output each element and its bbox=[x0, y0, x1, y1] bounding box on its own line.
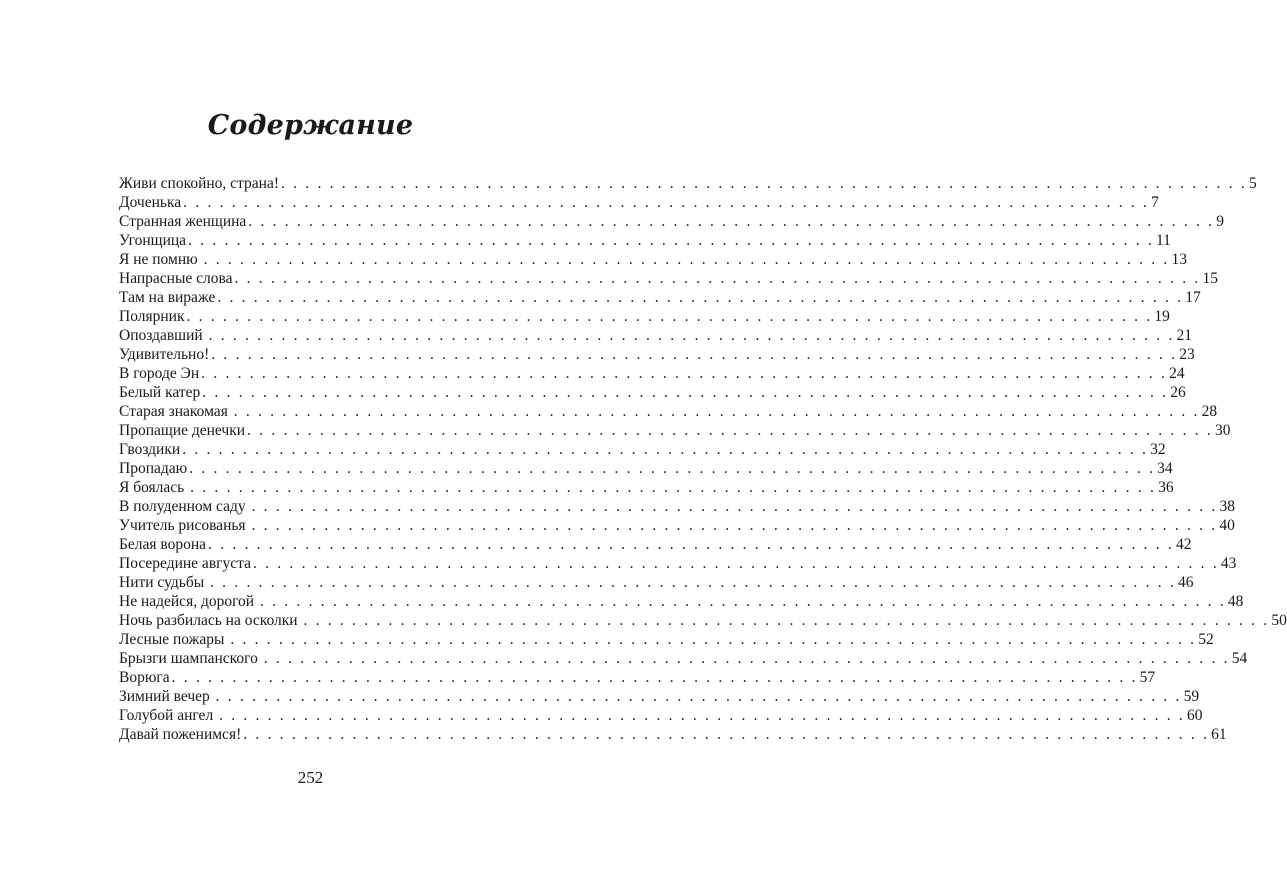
toc-entry-title: Ворюга bbox=[119, 669, 170, 686]
toc-entry bbox=[119, 459, 1173, 478]
dot-leader: . . . . . . . . . . . . . . . . . . . . . . . . . . . . . . . . . . . . . . . . . . . . . . . . . . . . . . . . . . . . . . . . . . . . . . . . . . . . . . . . bbox=[247, 422, 1213, 439]
toc-entry-page: 26 bbox=[1170, 384, 1186, 401]
toc-entry bbox=[119, 269, 1218, 288]
toc-entry-page: 9 bbox=[1216, 213, 1224, 230]
toc-entry-page: 24 bbox=[1169, 365, 1185, 382]
toc-entry-title: Доченька bbox=[119, 194, 182, 211]
toc-entry-title: Лесные пожары bbox=[119, 631, 229, 648]
toc-entry bbox=[119, 345, 1195, 364]
dot-leader: . . . . . . . . . . . . . . . . . . . . . . . . . . . . . . . . . . . . . . . . . . . . . . . . . . . . . . . . . . . . . . . . . . . . . . . . . . . . . . . . bbox=[259, 593, 1226, 610]
toc-entry-page: 5 bbox=[1248, 175, 1257, 192]
dot-leader: . . . . . . . . . . . . . . . . . . . . . . . . . . . . . . . . . . . . . . . . . . . . . . . . . . . . . . . . . . . . . . . . . . . . . . . . . . . . . . . . bbox=[182, 441, 1149, 458]
toc-entry-title: Удивительно! bbox=[119, 346, 210, 363]
dot-leader: . . . . . . . . . . . . . . . . . . . . . . . . . . . . . . . . . . . . . . . . . . . . . . . . . . . . . . . . . . . . . . . . . . . . . . . . . . . . . . . . bbox=[211, 346, 1178, 363]
dot-leader: . . . . . . . . . . . . . . . . . . . . . . . . . . . . . . . . . . . . . . . . . . . . . . . . . . . . . . . . . . . . . . . . . . . . . . . . . . . . . . . . bbox=[190, 479, 1157, 496]
toc-entry-page: 54 bbox=[1231, 650, 1248, 667]
toc-entry bbox=[119, 725, 1227, 744]
toc-entry-title: Не надейся, дорогой bbox=[119, 593, 258, 610]
toc-entry-title: Нити судьбы bbox=[119, 574, 209, 591]
page-number: 252 bbox=[297, 768, 324, 787]
toc-entry-title: Учитель рисованья bbox=[119, 517, 250, 534]
toc-entry-page: 38 bbox=[1219, 498, 1235, 515]
toc-entry-title: Живи спокойно, страна! bbox=[119, 175, 279, 192]
toc-entry-page: 28 bbox=[1201, 403, 1218, 420]
toc-entry-title: Напрасные слова bbox=[119, 270, 233, 287]
toc-entry-page: 23 bbox=[1179, 346, 1195, 363]
toc-entry-page: 32 bbox=[1150, 441, 1166, 458]
toc-entry-title: Там на вираже bbox=[119, 289, 216, 306]
toc-entry-page: 59 bbox=[1183, 688, 1200, 705]
dot-leader: . . . . . . . . . . . . . . . . . . . . . . . . . . . . . . . . . . . . . . . . . . . . . . . . . . . . . . . . . . . . . . . . . . . . . . . . . . . . . . . . bbox=[281, 175, 1247, 192]
dot-leader: . . . . . . . . . . . . . . . . . . . . . . . . . . . . . . . . . . . . . . . . . . . . . . . . . . . . . . . . . . . . . . . . . . . . . . . . . . . . . . . . bbox=[243, 726, 1210, 743]
dot-leader: . . . . . . . . . . . . . . . . . . . . . . . . . . . . . . . . . . . . . . . . . . . . . . . . . . . . . . . . . . . . . . . . . . . . . . . . . . . . . . . . bbox=[215, 688, 1182, 705]
toc-entry bbox=[119, 611, 1287, 630]
dot-leader: . . . . . . . . . . . . . . . . . . . . . . . . . . . . . . . . . . . . . . . . . . . . . . . . . . . . . . . . . . . . . . . . . . . . . . . . . . . . . . . . bbox=[203, 251, 1170, 268]
dot-leader: . . . . . . . . . . . . . . . . . . . . . . . . . . . . . . . . . . . . . . . . . . . . . . . . . . . . . . . . . . . . . . . . . . . . . . . . . . . . . . . . bbox=[210, 574, 1176, 591]
toc-entry-page: 40 bbox=[1219, 517, 1235, 534]
toc-entry bbox=[119, 535, 1192, 554]
toc-entry bbox=[119, 402, 1218, 421]
toc-entry bbox=[119, 573, 1194, 592]
toc-entry-title: Пропащие денечки bbox=[119, 422, 246, 439]
toc-entry bbox=[119, 706, 1203, 725]
toc-entry-page: 48 bbox=[1227, 593, 1244, 610]
toc-entry-page: 52 bbox=[1198, 631, 1214, 648]
toc-entry-page: 42 bbox=[1175, 536, 1192, 553]
toc-entry-page: 21 bbox=[1176, 327, 1193, 344]
toc-entry bbox=[119, 383, 1186, 402]
toc-entry bbox=[119, 649, 1248, 668]
toc-entry bbox=[119, 307, 1170, 326]
toc-entry-title: Гвоздики bbox=[119, 441, 181, 458]
page-title: Содержание bbox=[207, 110, 414, 141]
toc-entry-title: Угонщица bbox=[119, 232, 187, 249]
dot-leader: . . . . . . . . . . . . . . . . . . . . . . . . . . . . . . . . . . . . . . . . . . . . . . . . . . . . . . . . . . . . . . . . . . . . . . . . . . . . . . . . bbox=[171, 669, 1138, 686]
dot-leader: . . . . . . . . . . . . . . . . . . . . . . . . . . . . . . . . . . . . . . . . . . . . . . . . . . . . . . . . . . . . . . . . . . . . . . . . . . . . . . . . bbox=[230, 631, 1197, 648]
dot-leader: . . . . . . . . . . . . . . . . . . . . . . . . . . . . . . . . . . . . . . . . . . . . . . . . . . . . . . . . . . . . . . . . . . . . . . . . . . . . . . . . bbox=[251, 498, 1218, 515]
dot-leader: . . . . . . . . . . . . . . . . . . . . . . . . . . . . . . . . . . . . . . . . . . . . . . . . . . . . . . . . . . . . . . . . . . . . . . . . . . . . . . . . bbox=[208, 327, 1175, 344]
toc-entry bbox=[119, 364, 1185, 383]
toc-entry-page: 34 bbox=[1157, 460, 1173, 477]
toc-entry-page: 43 bbox=[1220, 555, 1237, 572]
toc-entry bbox=[119, 478, 1174, 497]
toc-entry bbox=[119, 592, 1244, 611]
toc-entry bbox=[119, 630, 1214, 649]
dot-leader: . . . . . . . . . . . . . . . . . . . . . . . . . . . . . . . . . . . . . . . . . . . . . . . . . . . . . . . . . . . . . . . . . . . . . . . . . . . . . . . . bbox=[251, 517, 1218, 534]
toc-entry-title: Посередине августа bbox=[119, 555, 251, 572]
dot-leader: . . . . . . . . . . . . . . . . . . . . . . . . . . . . . . . . . . . . . . . . . . . . . . . . . . . . . . . . . . . . . . . . . . . . . . . . . . . . . . . . bbox=[303, 612, 1270, 629]
toc-entry-title: Белый катер bbox=[119, 384, 201, 401]
toc-entry-page: 46 bbox=[1177, 574, 1194, 591]
toc-entry-page: 19 bbox=[1154, 308, 1170, 325]
dot-leader: . . . . . . . . . . . . . . . . . . . . . . . . . . . . . . . . . . . . . . . . . . . . . . . . . . . . . . . . . . . . . . . . . . . . . . . . . . . . . . . . bbox=[188, 232, 1154, 249]
dot-leader: . . . . . . . . . . . . . . . . . . . . . . . . . . . . . . . . . . . . . . . . . . . . . . . . . . . . . . . . . . . . . . . . . . . . . . . . . . . . . . . . bbox=[233, 403, 1200, 420]
toc-entry-title: Полярник bbox=[119, 308, 185, 325]
toc-entry-page: 30 bbox=[1214, 422, 1231, 439]
toc-entry-title: Я не помню bbox=[119, 251, 202, 268]
toc-entry-title: Зимний вечер bbox=[119, 688, 214, 705]
toc-entry-title: В городе Эн bbox=[119, 365, 200, 382]
toc-entry-page: 7 bbox=[1151, 194, 1159, 211]
dot-leader: . . . . . . . . . . . . . . . . . . . . . . . . . . . . . . . . . . . . . . . . . . . . . . . . . . . . . . . . . . . . . . . . . . . . . . . . . . . . . . . . bbox=[252, 555, 1219, 572]
toc-entry bbox=[119, 231, 1171, 250]
toc-entry-title: Я боялась bbox=[119, 479, 189, 496]
toc-entry bbox=[119, 421, 1231, 440]
toc-entry-title: Опоздавший bbox=[119, 327, 207, 344]
toc-entry-page: 13 bbox=[1171, 251, 1188, 268]
toc-entry-page: 36 bbox=[1158, 479, 1174, 496]
toc-entry bbox=[119, 250, 1188, 269]
dot-leader: . . . . . . . . . . . . . . . . . . . . . . . . . . . . . . . . . . . . . . . . . . . . . . . . . . . . . . . . . . . . . . . . . . . . . . . . . . . . . . . . bbox=[189, 460, 1156, 477]
toc-entry bbox=[119, 516, 1235, 535]
toc-entry bbox=[119, 440, 1166, 459]
dot-leader: . . . . . . . . . . . . . . . . . . . . . . . . . . . . . . . . . . . . . . . . . . . . . . . . . . . . . . . . . . . . . . . . . . . . . . . . . . . . . . . . bbox=[208, 536, 1174, 553]
toc-entry-page: 11 bbox=[1155, 232, 1171, 249]
toc-entry bbox=[119, 687, 1200, 706]
toc-entry bbox=[119, 326, 1193, 345]
dot-leader: . . . . . . . . . . . . . . . . . . . . . . . . . . . . . . . . . . . . . . . . . . . . . . . . . . . . . . . . . . . . . . . . . . . . . . . . . . . . . . . . bbox=[202, 384, 1169, 401]
toc-entry-title: Старая знакомая bbox=[119, 403, 232, 420]
toc-entry-page: 50 bbox=[1271, 612, 1287, 629]
toc-entry-title: Белая ворона bbox=[119, 536, 207, 553]
toc-entry-page: 57 bbox=[1139, 669, 1156, 686]
toc-entry-title: Брызги шампанского bbox=[119, 650, 262, 667]
dot-leader: . . . . . . . . . . . . . . . . . . . . . . . . . . . . . . . . . . . . . . . . . . . . . . . . . . . . . . . . . . . . . . . . . . . . . . . . . . . . . . . . bbox=[263, 650, 1230, 667]
toc-entry-title: Голубой ангел bbox=[119, 707, 218, 724]
toc-entry bbox=[119, 497, 1235, 516]
toc-entry-page: 15 bbox=[1202, 270, 1218, 287]
toc-entry-title: В полуденном саду bbox=[119, 498, 250, 515]
dot-leader: . . . . . . . . . . . . . . . . . . . . . . . . . . . . . . . . . . . . . . . . . . . . . . . . . . . . . . . . . . . . . . . . . . . . . . . . . . . . . . . . bbox=[183, 194, 1150, 211]
toc-entry bbox=[119, 174, 1257, 193]
dot-leader: . . . . . . . . . . . . . . . . . . . . . . . . . . . . . . . . . . . . . . . . . . . . . . . . . . . . . . . . . . . . . . . . . . . . . . . . . . . . . . . . bbox=[234, 270, 1201, 287]
toc-entry-title: Ночь разбилась на осколки bbox=[119, 612, 302, 629]
dot-leader: . . . . . . . . . . . . . . . . . . . . . . . . . . . . . . . . . . . . . . . . . . . . . . . . . . . . . . . . . . . . . . . . . . . . . . . . . . . . . . . . bbox=[217, 289, 1184, 306]
dot-leader: . . . . . . . . . . . . . . . . . . . . . . . . . . . . . . . . . . . . . . . . . . . . . . . . . . . . . . . . . . . . . . . . . . . . . . . . . . . . . . . . bbox=[248, 213, 1215, 230]
toc-entry-page: 60 bbox=[1187, 707, 1203, 724]
dot-leader: . . . . . . . . . . . . . . . . . . . . . . . . . . . . . . . . . . . . . . . . . . . . . . . . . . . . . . . . . . . . . . . . . . . . . . . . . . . . . . . . bbox=[201, 365, 1168, 382]
toc-entry bbox=[119, 554, 1237, 573]
toc-entry bbox=[119, 212, 1224, 231]
toc-entry bbox=[119, 288, 1201, 307]
toc-entry-page: 61 bbox=[1211, 726, 1227, 743]
toc-entry bbox=[119, 193, 1159, 212]
toc-entry-title: Пропадаю bbox=[119, 460, 188, 477]
toc-entry-title: Странная женщина bbox=[119, 213, 247, 230]
dot-leader: . . . . . . . . . . . . . . . . . . . . . . . . . . . . . . . . . . . . . . . . . . . . . . . . . . . . . . . . . . . . . . . . . . . . . . . . . . . . . . . . bbox=[186, 308, 1153, 325]
toc-entry-page: 17 bbox=[1185, 289, 1201, 306]
toc-entry bbox=[119, 668, 1156, 687]
table-of-contents bbox=[119, 174, 1287, 744]
toc-entry-title: Давай поженимся! bbox=[119, 726, 242, 743]
dot-leader: . . . . . . . . . . . . . . . . . . . . . . . . . . . . . . . . . . . . . . . . . . . . . . . . . . . . . . . . . . . . . . . . . . . . . . . . . . . . . . . . bbox=[219, 707, 1185, 724]
